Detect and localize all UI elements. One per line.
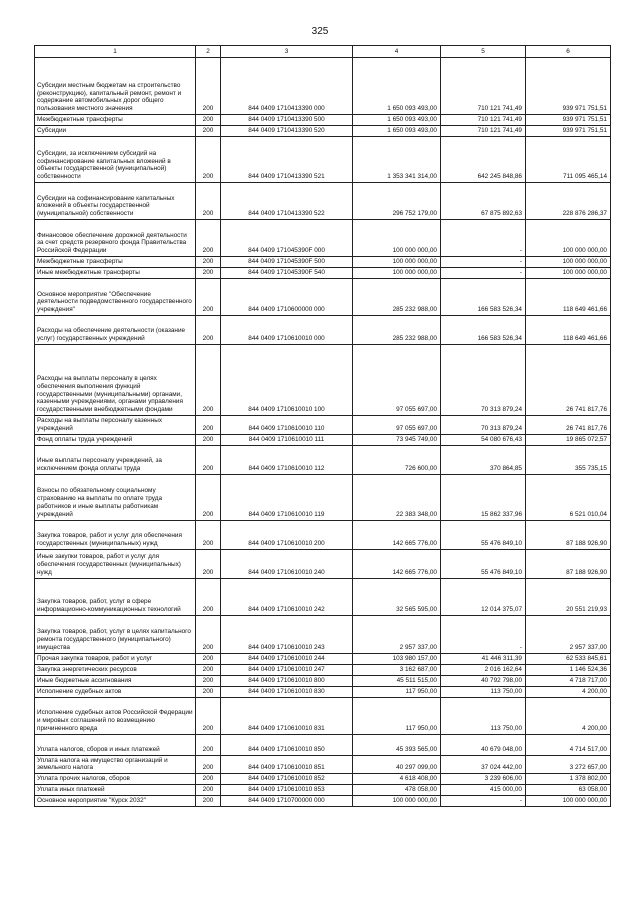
row-line-code: 200: [196, 578, 221, 615]
row-budget-code: 844 0409 1710610010 244: [221, 653, 353, 664]
row-line-code: 200: [196, 268, 221, 279]
row-unexecuted: 118 649 461,66: [526, 279, 611, 316]
row-approved: 32 565 595,00: [353, 578, 441, 615]
row-executed: 40 792 798,00: [441, 675, 526, 686]
row-line-code: 200: [196, 755, 221, 774]
row-line-code: 200: [196, 137, 221, 183]
row-executed: 15 862 337,96: [441, 474, 526, 520]
row-line-code: 200: [196, 58, 221, 115]
table-row: [35, 734, 611, 755]
row-executed: -: [441, 615, 526, 653]
row-approved: 285 232 988,00: [353, 279, 441, 316]
row-unexecuted: 2 957 337,00: [526, 615, 611, 653]
row-executed: 55 476 849,10: [441, 520, 526, 549]
row-unexecuted: 100 000 000,00: [526, 268, 611, 279]
row-unexecuted: 6 521 010,04: [526, 474, 611, 520]
row-unexecuted: 1 146 524,36: [526, 664, 611, 675]
table-row: [35, 279, 611, 316]
row-approved: 726 600,00: [353, 445, 441, 474]
row-line-code: 200: [196, 734, 221, 755]
row-unexecuted: 939 971 751,51: [526, 126, 611, 137]
row-name: Межбюджетные трансферты: [35, 115, 196, 126]
row-approved: 285 232 988,00: [353, 316, 441, 345]
row-executed: 12 014 375,07: [441, 578, 526, 615]
row-budget-code: 844 0409 1710610010 852: [221, 774, 353, 785]
row-unexecuted: 19 865 072,57: [526, 434, 611, 445]
row-budget-code: 844 0409 1710610010 000: [221, 316, 353, 345]
row-approved: 3 162 687,00: [353, 664, 441, 675]
table-row: [35, 58, 611, 115]
table-row: [35, 183, 611, 220]
row-budget-code: 844 0409 1710610010 110: [221, 416, 353, 435]
row-executed: 710 121 741,49: [441, 126, 526, 137]
row-executed: 54 080 676,43: [441, 434, 526, 445]
row-unexecuted: 20 551 219,93: [526, 578, 611, 615]
table-row: [35, 615, 611, 653]
table-row: [35, 520, 611, 549]
row-unexecuted: 4 718 717,00: [526, 675, 611, 686]
table-row: [35, 115, 611, 126]
row-name: Закупка товаров, работ, услуг в целях капитального ремонта государственного (муниципального) имущества: [35, 615, 196, 653]
row-unexecuted: 87 188 926,90: [526, 520, 611, 549]
row-unexecuted: 100 000 000,00: [526, 220, 611, 257]
row-executed: 40 679 048,00: [441, 734, 526, 755]
row-unexecuted: 118 649 461,66: [526, 316, 611, 345]
row-approved: 97 055 697,00: [353, 416, 441, 435]
table-row: [35, 785, 611, 796]
table-row: [35, 434, 611, 445]
row-budget-code: 844 0409 1710610010 243: [221, 615, 353, 653]
table-row: [35, 316, 611, 345]
row-approved: 22 383 348,00: [353, 474, 441, 520]
row-approved: 73 945 749,00: [353, 434, 441, 445]
row-line-code: 200: [196, 615, 221, 653]
table-row: [35, 755, 611, 774]
row-unexecuted: 26 741 817,76: [526, 416, 611, 435]
row-line-code: 200: [196, 445, 221, 474]
row-line-code: 200: [196, 520, 221, 549]
row-approved: 1 650 093 493,00: [353, 126, 441, 137]
row-approved: 45 393 565,00: [353, 734, 441, 755]
row-unexecuted: 1 378 802,00: [526, 774, 611, 785]
row-budget-code: 844 0409 1710413390 520: [221, 126, 353, 137]
row-executed: 41 446 311,39: [441, 653, 526, 664]
row-approved: 97 055 697,00: [353, 345, 441, 416]
row-unexecuted: 355 735,15: [526, 445, 611, 474]
header-col-5: 5: [441, 46, 526, 58]
table-row: [35, 445, 611, 474]
row-budget-code: 844 0409 1710610010 247: [221, 664, 353, 675]
row-budget-code: 844 0409 1710610010 119: [221, 474, 353, 520]
row-executed: 70 313 879,24: [441, 345, 526, 416]
row-name: Закупка товаров, работ и услуг для обеспечения государственных (муниципальных) нужд: [35, 520, 196, 549]
row-executed: 2 016 162,64: [441, 664, 526, 675]
row-approved: 296 752 179,00: [353, 183, 441, 220]
header-row: [35, 46, 611, 58]
row-name: Уплата налога на имущество организаций и земельного налога: [35, 755, 196, 774]
row-line-code: 200: [196, 345, 221, 416]
row-approved: 142 665 776,00: [353, 520, 441, 549]
table-row: [35, 126, 611, 137]
row-line-code: 200: [196, 220, 221, 257]
row-budget-code: 844 0409 171045390F 540: [221, 268, 353, 279]
row-executed: -: [441, 268, 526, 279]
table-row: [35, 416, 611, 435]
row-line-code: 200: [196, 697, 221, 734]
row-budget-code: 844 0409 1710610010 200: [221, 520, 353, 549]
row-budget-code: 844 0409 171045390F 500: [221, 257, 353, 268]
table-row: [35, 774, 611, 785]
row-line-code: 200: [196, 316, 221, 345]
row-unexecuted: 711 095 465,14: [526, 137, 611, 183]
row-approved: 142 665 776,00: [353, 549, 441, 578]
row-approved: 100 000 000,00: [353, 268, 441, 279]
row-name: Основное мероприятие "Обеспечение деятельности подведомственного государственного учреждения": [35, 279, 196, 316]
row-name: Финансовое обеспечение дорожной деятельности за счет средств резервного фонда Правительства Российской Федерации: [35, 220, 196, 257]
row-approved: 103 980 157,00: [353, 653, 441, 664]
row-executed: 415 000,00: [441, 785, 526, 796]
table-row: [35, 578, 611, 615]
table-row: [35, 653, 611, 664]
row-unexecuted: 87 188 926,90: [526, 549, 611, 578]
row-unexecuted: 62 533 845,61: [526, 653, 611, 664]
row-executed: 710 121 741,49: [441, 58, 526, 115]
row-line-code: 200: [196, 416, 221, 435]
row-budget-code: 844 0409 1710610010 800: [221, 675, 353, 686]
row-executed: -: [441, 220, 526, 257]
row-name: Субсидии на софинансирование капитальных вложений в объекты государственной (муниципальной) собственности: [35, 183, 196, 220]
row-budget-code: 844 0409 1710413390 521: [221, 137, 353, 183]
row-name: Расходы на выплаты персоналу казенных учреждений: [35, 416, 196, 435]
row-approved: 4 618 408,00: [353, 774, 441, 785]
row-name: Субсидии, за исключением субсидий на софинансирование капитальных вложений в объекты государственной (муниципальной) собственности: [35, 137, 196, 183]
header-col-4: 4: [353, 46, 441, 58]
row-name: Иные межбюджетные трансферты: [35, 268, 196, 279]
row-line-code: 200: [196, 115, 221, 126]
row-executed: 70 313 879,24: [441, 416, 526, 435]
row-name: Исполнение судебных актов: [35, 686, 196, 697]
row-executed: -: [441, 796, 526, 807]
row-unexecuted: 63 058,00: [526, 785, 611, 796]
row-executed: 166 583 526,34: [441, 316, 526, 345]
row-line-code: 200: [196, 126, 221, 137]
row-executed: 166 583 526,34: [441, 279, 526, 316]
row-unexecuted: 228 876 286,37: [526, 183, 611, 220]
table-row: [35, 345, 611, 416]
row-name: Уплата налогов, сборов и иных платежей: [35, 734, 196, 755]
row-executed: 3 239 606,00: [441, 774, 526, 785]
row-budget-code: 844 0409 1710610010 851: [221, 755, 353, 774]
row-unexecuted: 4 200,00: [526, 697, 611, 734]
table-body: [35, 58, 611, 807]
row-approved: 117 950,00: [353, 697, 441, 734]
row-name: Уплата иных платежей: [35, 785, 196, 796]
row-budget-code: 844 0409 1710610010 830: [221, 686, 353, 697]
row-line-code: 200: [196, 686, 221, 697]
row-line-code: 200: [196, 785, 221, 796]
row-approved: 100 000 000,00: [353, 796, 441, 807]
row-approved: 45 511 515,00: [353, 675, 441, 686]
row-line-code: 200: [196, 549, 221, 578]
row-unexecuted: 4 714 517,00: [526, 734, 611, 755]
row-name: Взносы по обязательному социальному страхованию на выплаты по оплате труда работников и иные выплаты работникам учреждений: [35, 474, 196, 520]
row-executed: 370 864,85: [441, 445, 526, 474]
row-line-code: 200: [196, 653, 221, 664]
row-budget-code: 844 0409 1710610010 100: [221, 345, 353, 416]
row-unexecuted: 4 200,00: [526, 686, 611, 697]
row-name: Иные выплаты персоналу учреждений, за исключением фонда оплаты труда: [35, 445, 196, 474]
table-row: [35, 220, 611, 257]
row-name: Межбюджетные трансферты: [35, 257, 196, 268]
row-executed: 37 024 442,00: [441, 755, 526, 774]
row-name: Субсидии: [35, 126, 196, 137]
table-row: [35, 686, 611, 697]
row-unexecuted: 939 971 751,51: [526, 115, 611, 126]
row-line-code: 200: [196, 796, 221, 807]
row-line-code: 200: [196, 474, 221, 520]
table-row: [35, 675, 611, 686]
row-name: Расходы на выплаты персоналу в целях обеспечения выполнения функций государственными (муниципальными) органами, казенными учреждениями, органами управления государственными внебюджетными фондами: [35, 345, 196, 416]
row-unexecuted: 100 000 000,00: [526, 257, 611, 268]
row-unexecuted: 939 971 751,51: [526, 58, 611, 115]
row-name: Прочая закупка товаров, работ и услуг: [35, 653, 196, 664]
row-line-code: 200: [196, 664, 221, 675]
budget-table: [34, 45, 611, 807]
table-row: [35, 796, 611, 807]
row-line-code: 200: [196, 257, 221, 268]
row-approved: 1 353 341 314,00: [353, 137, 441, 183]
row-line-code: 200: [196, 434, 221, 445]
row-approved: 1 650 093 493,00: [353, 115, 441, 126]
header-col-1: 1: [35, 46, 196, 58]
row-approved: 478 058,00: [353, 785, 441, 796]
row-budget-code: 844 0409 1710610010 112: [221, 445, 353, 474]
table-row: [35, 664, 611, 675]
row-budget-code: 844 0409 1710610010 831: [221, 697, 353, 734]
row-line-code: 200: [196, 675, 221, 686]
table-row: [35, 549, 611, 578]
row-line-code: 200: [196, 279, 221, 316]
row-executed: 55 476 849,10: [441, 549, 526, 578]
row-name: Основное мероприятие "Курск 2032": [35, 796, 196, 807]
row-line-code: 200: [196, 183, 221, 220]
row-budget-code: 844 0409 1710610010 242: [221, 578, 353, 615]
row-name: Фонд оплаты труда учреждений: [35, 434, 196, 445]
row-approved: 117 950,00: [353, 686, 441, 697]
header-col-6: 6: [526, 46, 611, 58]
row-executed: 113 750,00: [441, 686, 526, 697]
row-name: Расходы на обеспечение деятельности (оказание услуг) государственных учреждений: [35, 316, 196, 345]
row-executed: 642 245 848,86: [441, 137, 526, 183]
row-approved: 2 957 337,00: [353, 615, 441, 653]
row-budget-code: 844 0409 1710610010 111: [221, 434, 353, 445]
table-row: [35, 137, 611, 183]
row-budget-code: 844 0409 1710413390 500: [221, 115, 353, 126]
row-budget-code: 844 0409 171045390F 000: [221, 220, 353, 257]
row-approved: 100 000 000,00: [353, 257, 441, 268]
row-approved: 1 650 093 493,00: [353, 58, 441, 115]
row-name: Исполнение судебных актов Российской Федерации и мировых соглашений по возмещению причиненного вреда: [35, 697, 196, 734]
table-row: [35, 474, 611, 520]
row-budget-code: 844 0409 1710600000 000: [221, 279, 353, 316]
row-budget-code: 844 0409 1710610010 240: [221, 549, 353, 578]
page-number: 325: [311, 26, 329, 37]
row-line-code: 200: [196, 774, 221, 785]
row-unexecuted: 26 741 817,76: [526, 345, 611, 416]
row-name: Иные бюджетные ассигнования: [35, 675, 196, 686]
row-name: Закупка товаров, работ, услуг в сфере информационно-коммуникационных технологий: [35, 578, 196, 615]
row-executed: 113 750,00: [441, 697, 526, 734]
row-unexecuted: 3 272 657,00: [526, 755, 611, 774]
row-approved: 100 000 000,00: [353, 220, 441, 257]
row-budget-code: 844 0409 1710610010 850: [221, 734, 353, 755]
table-row: [35, 268, 611, 279]
row-approved: 40 297 099,00: [353, 755, 441, 774]
row-executed: -: [441, 257, 526, 268]
table-row: [35, 697, 611, 734]
row-budget-code: 844 0409 1710413390 522: [221, 183, 353, 220]
row-executed: 710 121 741,49: [441, 115, 526, 126]
table-row: [35, 257, 611, 268]
row-budget-code: 844 0409 1710700000 000: [221, 796, 353, 807]
row-name: Уплата прочих налогов, сборов: [35, 774, 196, 785]
row-budget-code: 844 0409 1710610010 853: [221, 785, 353, 796]
header-col-3: 3: [221, 46, 353, 58]
row-unexecuted: 100 000 000,00: [526, 796, 611, 807]
row-name: Закупка энергетических ресурсов: [35, 664, 196, 675]
header-col-2: 2: [196, 46, 221, 58]
row-name: Субсидии местным бюджетам на строительство (реконструкцию), капитальный ремонт, ремонт и содержание автомобильных дорог общего пользования местного значения: [35, 58, 196, 115]
row-name: Иные закупки товаров, работ и услуг для обеспечения государственных (муниципальных) нужд: [35, 549, 196, 578]
row-budget-code: 844 0409 1710413390 000: [221, 58, 353, 115]
row-executed: 67 875 892,63: [441, 183, 526, 220]
